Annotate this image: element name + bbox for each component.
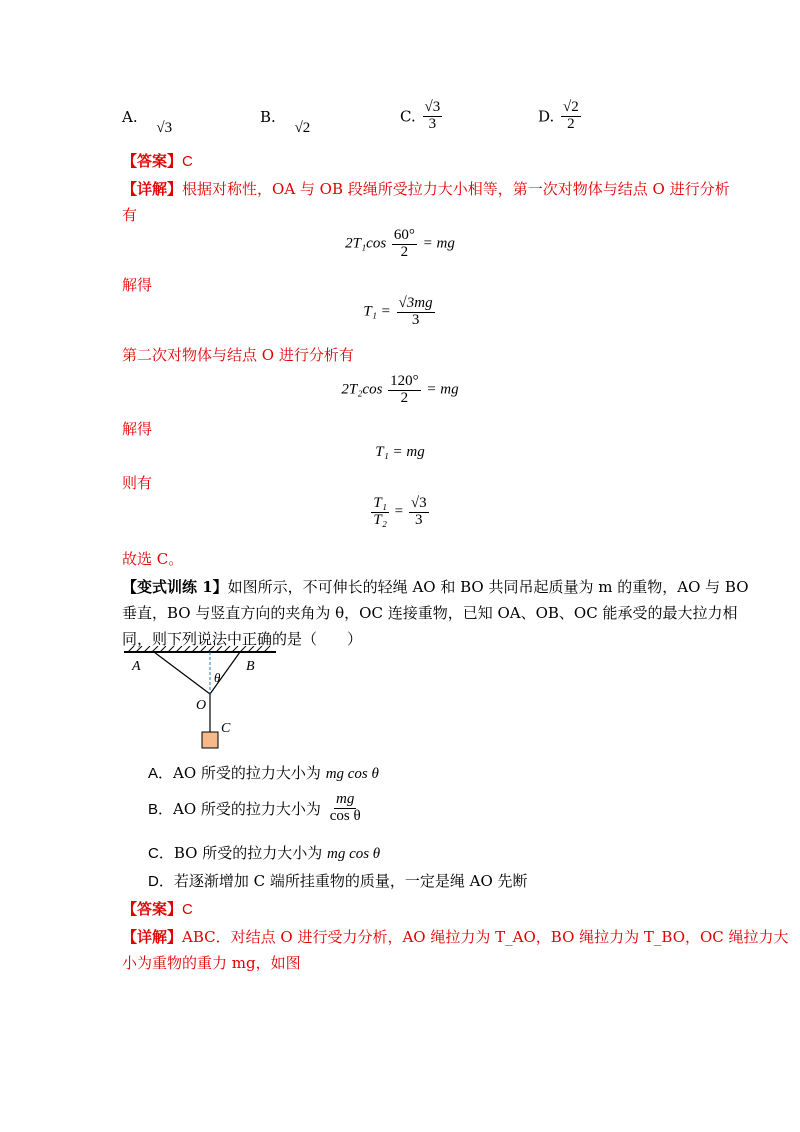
q1-answer: 【答案】C: [122, 152, 193, 170]
q2-detail-line1: 【详解】ABC．对结点 O 进行受力分析，AO 绳拉力为 T_AO，BO 绳拉力为 T_BO，OC 绳拉力大: [122, 928, 789, 946]
option-c: C. $\frac{√3}{3}$: [400, 99, 441, 132]
label-o: O: [196, 698, 207, 713]
q2-detail-line2: 小为重物的重力 mg，如图: [122, 954, 301, 972]
hanging-weight: [202, 732, 218, 748]
equation-2: T₁ = $\frac{√3mg}{3}$: [363, 295, 433, 328]
option-a-value: √3: [156, 120, 173, 136]
q2-answer: 【答案】C: [122, 900, 193, 918]
option-c-fraction: $\frac{√3}{3}$: [424, 99, 441, 132]
q2-option-d: D．若逐渐增加 C 端所挂重物的质量，一定是绳 AO 先断: [148, 872, 528, 890]
label-theta: θ: [214, 670, 221, 685]
q1-second-analysis: 第二次对物体与结点 O 进行分析有: [122, 346, 354, 364]
q2-stem-line2: 垂直，BO 与竖直方向的夹角为 θ，OC 连接重物，已知 OA、OB、OC 能承受的最大拉力相: [122, 604, 738, 622]
option-a: A. √3: [122, 108, 173, 136]
option-d-fraction: $\frac{√2}{2}$: [563, 99, 579, 132]
q2-option-c: C．BO 所受的拉力大小为 mg cos θ: [148, 844, 381, 862]
option-b: B. √2: [260, 108, 311, 136]
rope-figure: [120, 646, 290, 756]
q2-stem-line1: 【变式训练 1】如图所示，不可伸长的轻绳 AO 和 BO 共同吊起质量为 m 的重物，AO 与 BO: [122, 578, 749, 596]
option-b-value: √2: [294, 120, 311, 136]
label-b: B: [246, 659, 255, 674]
rope-ao: [154, 652, 210, 694]
equation-1: 2T₁cos $\frac{60^\circ}{2}$ = mg: [345, 227, 455, 260]
equation-5: $\frac{\text{T₁}}{\text{T₂}}$ = $\frac{√3}{3}$: [373, 495, 427, 528]
q1-detail-line1: 【详解】根据对称性，OA 与 OB 段绳所受拉力大小相等，第一次对物体与结点 O 进行分析: [122, 180, 730, 198]
label-a: A: [132, 659, 141, 674]
q1-conclusion: 故选 C。: [122, 550, 184, 568]
q2-option-a: A．AO 所受的拉力大小为 mg cos θ: [148, 764, 379, 782]
option-d: D. $\frac{√2}{2}$: [538, 99, 579, 132]
q1-solve2: 解得: [122, 420, 153, 438]
q1-then: 则有: [122, 474, 153, 492]
label-c: C: [221, 721, 231, 736]
q2-stem-line3: 同，则下列说法中正确的是（ ）: [122, 630, 363, 648]
q1-detail-line2: 有: [122, 206, 138, 224]
q1-solve1: 解得: [122, 276, 153, 294]
equation-4: T₁ = mg: [375, 444, 425, 460]
q2-option-b: B．AO 所受的拉力大小为 $\frac{mg}{\text{cos θ}}$: [148, 791, 361, 824]
equation-3: 2T₂cos $\frac{120^\circ}{2}$ = mg: [341, 373, 459, 406]
ceiling: [124, 646, 276, 652]
